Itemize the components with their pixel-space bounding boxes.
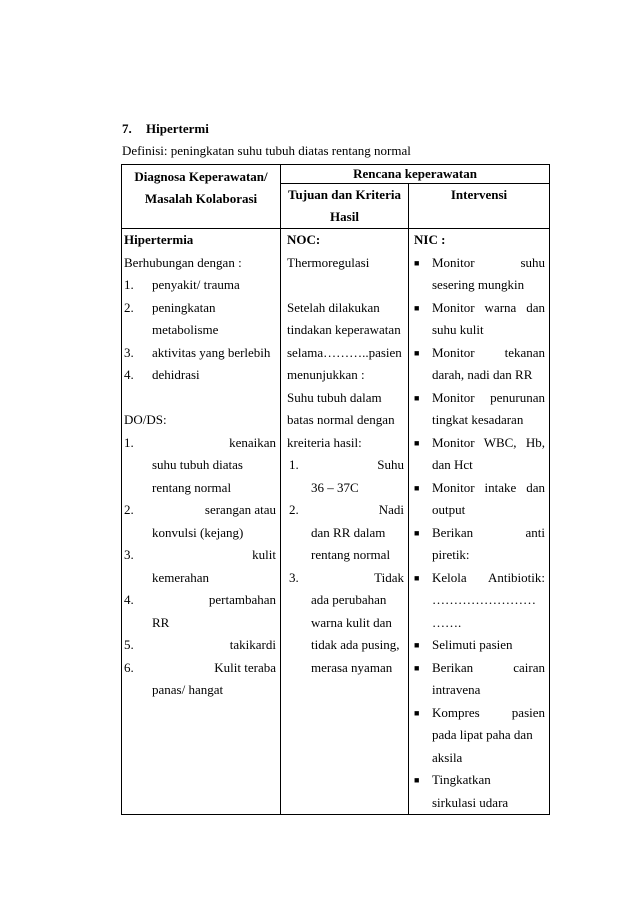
bullet-icon bbox=[414, 747, 432, 770]
nic-item bbox=[414, 409, 545, 432]
nic-text: Tingkatkan bbox=[432, 772, 491, 787]
sign-text: konvulsi (kejang) bbox=[152, 524, 244, 540]
criteria-number: 1. bbox=[289, 457, 299, 472]
bullet-icon bbox=[414, 319, 432, 342]
sign-number: 5. bbox=[124, 637, 134, 652]
bullet-icon: ■ bbox=[414, 437, 420, 448]
noc-intro-line: tindakan keperawatan bbox=[287, 322, 401, 337]
noc-label: Thermoregulasi bbox=[287, 254, 370, 270]
nic-item bbox=[414, 342, 545, 365]
nic-text: …………………… bbox=[432, 592, 536, 607]
factor-text: dehidrasi bbox=[152, 367, 200, 382]
factor-number: 3. bbox=[124, 344, 134, 360]
diagnosa-title: Hipertermia bbox=[124, 232, 194, 247]
sign-item bbox=[124, 544, 276, 567]
factor-number: 2. bbox=[124, 299, 134, 315]
sign-item bbox=[124, 499, 276, 522]
bullet-icon bbox=[414, 589, 432, 612]
nic-item bbox=[414, 387, 545, 410]
header-tujuan-line2: Hasil bbox=[330, 209, 359, 224]
nic-text: Berikan cairan bbox=[432, 659, 546, 675]
nic-text: Kelola Antibiotik: bbox=[432, 569, 546, 585]
bullet-icon bbox=[414, 454, 432, 477]
criteria-text: warna kulit dan bbox=[311, 614, 392, 630]
sign-text: Kulit teraba bbox=[214, 659, 276, 675]
factor-item bbox=[124, 297, 276, 320]
sign-text: serangan atau bbox=[204, 502, 276, 517]
bullet-icon: ■ bbox=[414, 662, 420, 673]
sign-number: 1. bbox=[124, 434, 134, 450]
criteria-item bbox=[287, 499, 404, 522]
nic-text: tingkat kesadaran bbox=[432, 412, 524, 427]
nic-item bbox=[414, 297, 545, 320]
noc-intro-line: Suhu tubuh dalam bbox=[287, 389, 382, 405]
nic-item bbox=[414, 364, 545, 387]
nic-item bbox=[414, 567, 545, 590]
nic-text: Kompres pasien bbox=[432, 704, 546, 720]
nic-title: NIC : bbox=[414, 232, 446, 247]
nic-item bbox=[414, 544, 545, 567]
nic-item bbox=[414, 499, 545, 522]
nic-text: aksila bbox=[432, 749, 463, 765]
nic-item bbox=[414, 432, 545, 455]
bullet-icon bbox=[414, 409, 432, 432]
bullet-icon bbox=[414, 792, 432, 815]
header-intervensi: Intervensi bbox=[409, 184, 550, 229]
sign-number: 3. bbox=[124, 547, 134, 562]
sign-item bbox=[124, 589, 276, 612]
criteria-number: 3. bbox=[289, 569, 299, 585]
nic-item bbox=[414, 454, 545, 477]
bullet-icon: ■ bbox=[414, 392, 420, 403]
sign-item bbox=[124, 432, 276, 455]
spacer bbox=[124, 387, 276, 410]
bullet-icon: ■ bbox=[414, 257, 420, 268]
header-tujuan-line1: Tujuan dan Kriteria bbox=[288, 187, 401, 202]
noc-intro-line: menunjukkan : bbox=[287, 367, 365, 382]
factor-number: 1. bbox=[124, 277, 134, 292]
sign-item bbox=[124, 634, 276, 657]
nic-text: Monitor WBC, Hb, bbox=[432, 434, 546, 450]
nic-item bbox=[414, 252, 545, 275]
nic-text: darah, nadi dan RR bbox=[432, 367, 533, 382]
nic-text: pada lipat paha dan bbox=[432, 727, 533, 742]
nic-item bbox=[414, 612, 545, 635]
sign-text: suhu tubuh diatas bbox=[152, 457, 243, 472]
bullet-icon: ■ bbox=[414, 302, 420, 313]
bullet-icon bbox=[414, 274, 432, 297]
criteria-text: Nadi bbox=[378, 502, 404, 517]
criteria-text: Suhu bbox=[377, 457, 404, 472]
bullet-icon bbox=[414, 724, 432, 747]
nic-item bbox=[414, 724, 545, 747]
factor-text: penyakit/ trauma bbox=[152, 277, 240, 292]
nic-item bbox=[414, 679, 545, 702]
criteria-item bbox=[287, 454, 404, 477]
definition-text: Definisi: peningkatan suhu tubuh diatas rentang normal bbox=[122, 143, 411, 158]
nic-text: suhu kulit bbox=[432, 322, 484, 337]
bullet-icon: ■ bbox=[414, 775, 420, 785]
noc-intro-line: Setelah dilakukan bbox=[287, 299, 380, 315]
nic-text: ……. bbox=[432, 614, 462, 630]
nic-item bbox=[414, 747, 545, 770]
sign-text: takikardi bbox=[229, 637, 276, 652]
sign-number: 2. bbox=[124, 502, 134, 517]
sign-number: 6. bbox=[124, 659, 134, 675]
sign-text: RR bbox=[152, 614, 170, 630]
bullet-icon bbox=[414, 544, 432, 567]
nic-text: Monitor penurunan bbox=[432, 389, 546, 405]
section-heading bbox=[122, 121, 209, 137]
section-number: 7. bbox=[122, 121, 132, 136]
bullet-icon bbox=[414, 679, 432, 702]
criteria-text: dan RR dalam bbox=[311, 524, 386, 540]
nic-text: Monitor intake dan bbox=[432, 479, 546, 495]
factor-item bbox=[124, 364, 276, 387]
nic-text: dan Hct bbox=[432, 457, 473, 472]
criteria-text: ada perubahan bbox=[311, 592, 387, 607]
bullet-icon bbox=[414, 364, 432, 387]
nic-text: Berikan anti bbox=[432, 524, 546, 540]
criteria-text: tidak ada pusing, bbox=[311, 637, 400, 652]
bullet-icon bbox=[414, 612, 432, 635]
bullet-icon: ■ bbox=[414, 572, 420, 583]
nic-item bbox=[414, 589, 545, 612]
factor-number: 4. bbox=[124, 367, 134, 382]
sign-text: panas/ hangat bbox=[152, 682, 224, 697]
header-diagnosa-line1: Diagnosa Keperawatan/ bbox=[134, 169, 268, 184]
criteria-text: rentang normal bbox=[311, 547, 391, 562]
criteria-text: 36 – 37C bbox=[311, 479, 359, 495]
noc-cell bbox=[281, 229, 409, 815]
bullet-icon: ■ bbox=[414, 707, 420, 718]
factor-item bbox=[124, 274, 276, 297]
factor-text: aktivitas yang berlebih bbox=[152, 344, 271, 360]
bullet-icon: ■ bbox=[414, 527, 420, 538]
nic-item bbox=[414, 274, 545, 297]
noc-intro-line: selama………..pasien bbox=[287, 344, 402, 360]
nic-cell bbox=[409, 229, 550, 815]
nic-item bbox=[414, 522, 545, 545]
factor-item bbox=[124, 342, 276, 365]
nic-text: output bbox=[432, 502, 466, 517]
dods-label: DO/DS: bbox=[124, 412, 167, 427]
section-title: Hipertermi bbox=[146, 121, 209, 136]
factor-text: peningkatan bbox=[152, 299, 216, 315]
sign-text: kenaikan bbox=[229, 434, 276, 450]
criteria-number: 2. bbox=[289, 502, 299, 517]
sign-number: 4. bbox=[124, 592, 134, 607]
related-label: Berhubungan dengan : bbox=[124, 254, 242, 270]
nic-text: sesering mungkin bbox=[432, 277, 525, 292]
sign-item bbox=[124, 657, 276, 680]
nic-item bbox=[414, 657, 545, 680]
nic-item bbox=[414, 477, 545, 500]
factor-item bbox=[124, 319, 276, 342]
nic-item bbox=[414, 634, 545, 657]
header-rencana: Rencana keperawatan bbox=[281, 165, 550, 184]
bullet-icon: ■ bbox=[414, 640, 420, 650]
sign-text: kemerahan bbox=[152, 569, 210, 585]
nic-text: Monitor warna dan bbox=[432, 299, 546, 315]
bullet-icon: ■ bbox=[414, 482, 420, 493]
nic-item bbox=[414, 702, 545, 725]
sign-text: rentang normal bbox=[152, 479, 232, 495]
noc-intro-line: kreiteria hasil: bbox=[287, 434, 362, 450]
criteria-text: merasa nyaman bbox=[311, 659, 393, 675]
nic-text: piretik: bbox=[432, 547, 470, 562]
noc-intro-line: batas normal dengan bbox=[287, 412, 395, 427]
bullet-icon: ■ bbox=[414, 347, 420, 358]
nic-text: Selimuti pasien bbox=[432, 637, 513, 652]
criteria-item bbox=[287, 567, 404, 590]
nic-text: Monitor suhu bbox=[432, 254, 546, 270]
factor-number bbox=[124, 319, 152, 342]
spacer bbox=[287, 274, 404, 297]
nic-item bbox=[414, 792, 545, 815]
sign-text: kulit bbox=[252, 547, 276, 562]
nic-text: sirkulasi udara bbox=[432, 794, 509, 810]
sign-text: pertambahan bbox=[208, 592, 276, 607]
nic-item bbox=[414, 319, 545, 342]
header-diagnosa bbox=[122, 165, 281, 229]
header-diagnosa-line2: Masalah Kolaborasi bbox=[144, 191, 258, 206]
noc-title: NOC: bbox=[287, 232, 321, 247]
care-plan-table bbox=[121, 164, 550, 815]
bullet-icon bbox=[414, 499, 432, 522]
factor-text: metabolisme bbox=[152, 322, 219, 337]
header-tujuan bbox=[281, 184, 409, 229]
nic-item bbox=[414, 769, 545, 792]
diagnosa-cell bbox=[122, 229, 281, 815]
criteria-text: Tidak bbox=[374, 569, 404, 585]
nic-text: intravena bbox=[432, 682, 481, 697]
nic-text: Monitor tekanan bbox=[432, 344, 546, 360]
